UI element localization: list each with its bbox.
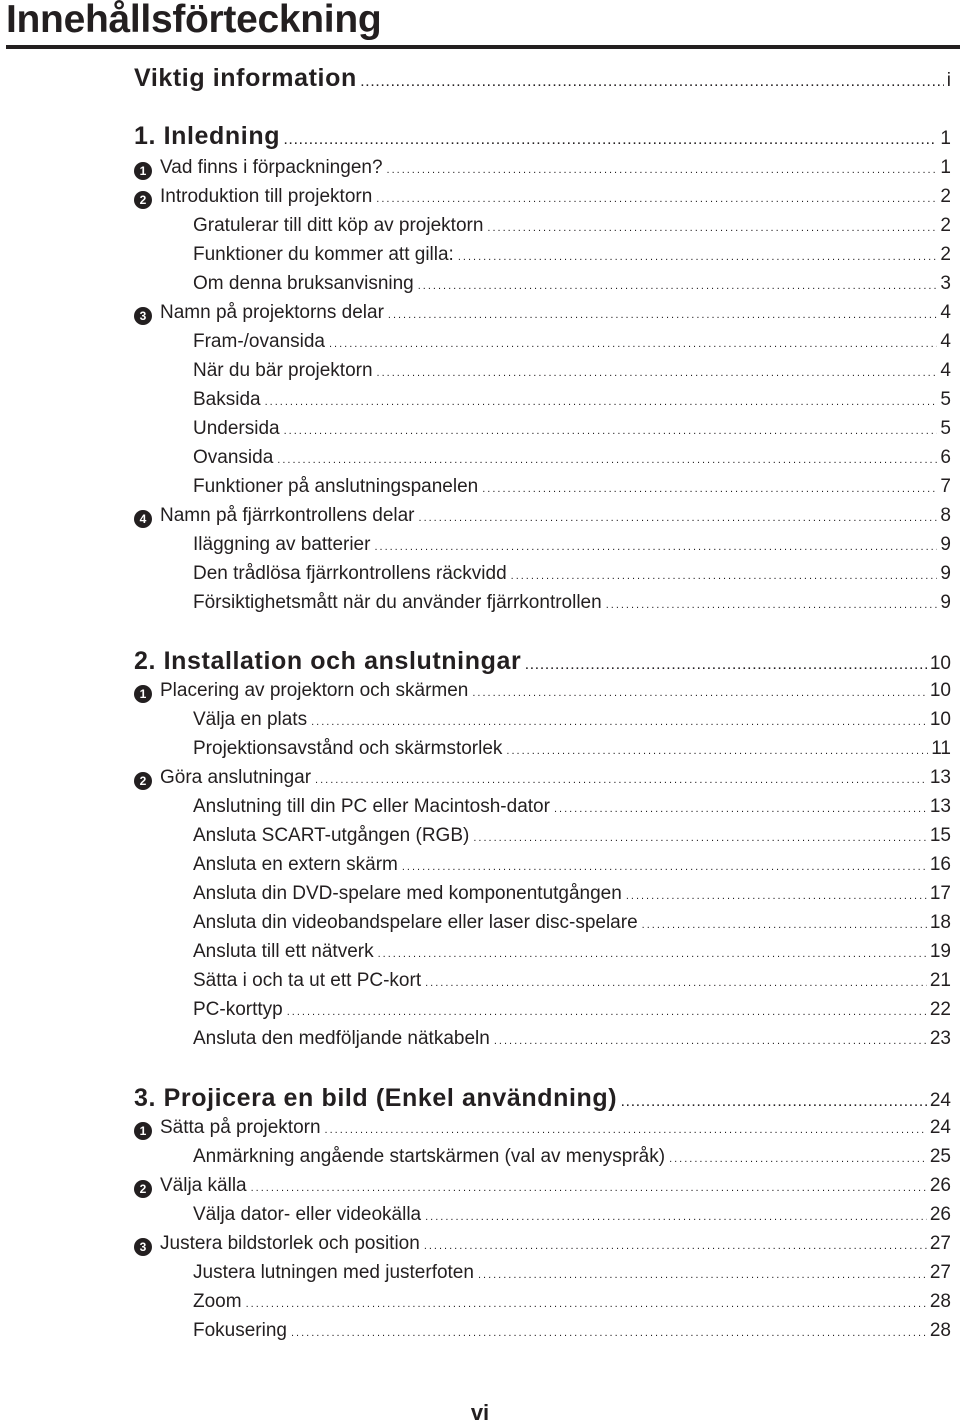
dot-leader — [402, 861, 927, 873]
toc-entry-page: 24 — [929, 1117, 951, 1138]
toc-subsection-entry[interactable] — [193, 1291, 951, 1313]
toc-entry-label: Välja dator- eller videokälla — [193, 1204, 422, 1225]
toc-entry-page: 9 — [940, 592, 951, 613]
toc-subsection-entry[interactable] — [193, 534, 951, 556]
dot-leader — [458, 251, 938, 263]
numbered-circle-icon: 2 — [134, 191, 152, 209]
toc-subsection-entry[interactable] — [193, 738, 951, 760]
toc-entry-label: Sätta på projektorn — [160, 1117, 321, 1138]
toc-entry-page: 13 — [929, 767, 951, 788]
toc-entry-page: 1 — [940, 128, 951, 149]
toc-entry-page: 10 — [929, 653, 951, 674]
dot-leader — [472, 687, 926, 699]
toc-subsection-entry[interactable] — [193, 825, 951, 847]
dot-leader — [361, 77, 944, 89]
dot-leader — [284, 135, 937, 147]
toc-section-entry[interactable] — [134, 1233, 951, 1255]
toc-subsection-entry[interactable] — [193, 215, 951, 237]
numbered-circle-icon: 2 — [134, 772, 152, 790]
dot-leader — [487, 222, 937, 234]
toc-entry-page: 7 — [940, 476, 951, 497]
toc-entry-label: Om denna bruksanvisning — [193, 273, 414, 294]
toc-entry-label: Den trådlösa fjärrkontrollens räckvidd — [193, 563, 507, 584]
toc-entry-label: Ansluta en extern skärm — [193, 854, 398, 875]
toc-section-entry[interactable] — [134, 186, 951, 208]
numbered-circle-icon: 1 — [134, 685, 152, 703]
toc-subsection-entry[interactable] — [193, 389, 951, 411]
numbered-circle-icon: 4 — [134, 510, 152, 528]
toc-entry-label: Välja en plats — [193, 709, 308, 730]
toc-entry-label: 1. Inledning — [134, 122, 281, 150]
toc-entry-page: 24 — [929, 1090, 951, 1111]
toc-subsection-entry[interactable] — [193, 970, 951, 992]
page-title: Innehållsförteckning — [6, 0, 382, 41]
toc-subsection-entry[interactable] — [193, 273, 951, 295]
toc-heading-viktig-information[interactable] — [134, 64, 951, 93]
dot-leader — [494, 1035, 927, 1047]
toc-subsection-entry[interactable] — [193, 941, 951, 963]
dot-leader — [251, 1182, 927, 1194]
toc-entry-label: Projektionsavstånd och skärmstorlek — [193, 738, 503, 759]
toc-entry-page: 10 — [929, 709, 951, 730]
toc-entry-page: i — [946, 70, 951, 91]
toc-entry-label: Ovansida — [193, 447, 274, 468]
toc-entry-page: 1 — [940, 157, 951, 178]
dot-leader — [511, 570, 938, 582]
toc-subsection-entry[interactable] — [193, 360, 951, 382]
toc-section-entry[interactable] — [134, 505, 951, 527]
toc-entry-page: 3 — [940, 273, 951, 294]
dot-leader — [377, 367, 938, 379]
dot-leader — [378, 948, 927, 960]
toc-entry-label: Vad finns i förpackningen? — [160, 157, 383, 178]
toc-entry-page: 15 — [929, 825, 951, 846]
toc-subsection-entry[interactable] — [193, 1146, 951, 1168]
toc-subsection-entry[interactable] — [193, 1320, 951, 1342]
toc-entry-label: När du bär projektorn — [193, 360, 373, 381]
dot-leader — [311, 716, 927, 728]
toc-entry-label: Namn på fjärrkontrollens delar — [160, 505, 415, 526]
numbered-circle-icon: 1 — [134, 162, 152, 180]
dot-leader — [388, 309, 938, 321]
dot-leader — [482, 483, 937, 495]
toc-subsection-entry[interactable] — [193, 476, 951, 498]
toc-entry-label: Justera bildstorlek och position — [160, 1233, 420, 1254]
toc-subsection-entry[interactable] — [193, 1262, 951, 1284]
dot-leader — [287, 1006, 927, 1018]
toc-entry-page: 4 — [940, 331, 951, 352]
dot-leader — [525, 660, 927, 672]
toc-section-entry[interactable] — [134, 157, 951, 179]
dot-leader — [425, 1211, 927, 1223]
dot-leader — [626, 890, 927, 902]
toc-entry-label: Undersida — [193, 418, 280, 439]
dot-leader — [424, 1240, 927, 1252]
toc-heading-chapter-3[interactable] — [134, 1084, 951, 1113]
toc-entry-page: 4 — [940, 360, 951, 381]
toc-subsection-entry[interactable] — [193, 1028, 951, 1050]
toc-entry-page: 5 — [940, 389, 951, 410]
toc-entry-page: 27 — [929, 1262, 951, 1283]
toc-subsection-entry[interactable] — [193, 418, 951, 440]
dot-leader — [642, 919, 927, 931]
toc-entry-page: 2 — [940, 215, 951, 236]
toc-subsection-entry[interactable] — [193, 912, 951, 934]
toc-subsection-entry[interactable] — [193, 244, 951, 266]
numbered-circle-icon: 1 — [134, 1122, 152, 1140]
toc-entry-label: Zoom — [193, 1291, 242, 1312]
toc-entry-page: 9 — [940, 534, 951, 555]
toc-entry-page: 16 — [929, 854, 951, 875]
dot-leader — [246, 1298, 927, 1310]
toc-section-entry[interactable] — [134, 767, 951, 789]
toc-entry-page: 26 — [929, 1175, 951, 1196]
toc-entry-label: Placering av projektorn och skärmen — [160, 680, 469, 701]
dot-leader — [473, 832, 927, 844]
toc-entry-page: 2 — [940, 244, 951, 265]
dot-leader — [418, 280, 938, 292]
toc-entry-page: 6 — [940, 447, 951, 468]
dot-leader — [419, 512, 938, 524]
toc-entry-label: 3. Projicera en bild (Enkel användning) — [134, 1084, 618, 1112]
toc-entry-label: Iläggning av batterier — [193, 534, 371, 555]
dot-leader — [284, 425, 938, 437]
toc-entry-label: Sätta i och ta ut ett PC-kort — [193, 970, 422, 991]
dot-leader — [425, 977, 927, 989]
toc-entry-page: 18 — [929, 912, 951, 933]
toc-entry-label: Justera lutningen med justerfoten — [193, 1262, 474, 1283]
toc-entry-page: 9 — [940, 563, 951, 584]
toc-entry-page: 11 — [931, 738, 951, 759]
toc-entry-label: Fram-/ovansida — [193, 331, 325, 352]
toc-entry-label: PC-korttyp — [193, 999, 283, 1020]
dot-leader — [621, 1097, 927, 1109]
dot-leader — [265, 396, 938, 408]
toc-entry-page: 21 — [929, 970, 951, 991]
page-number: vi — [470, 1400, 490, 1425]
toc-entry-label: Försiktighetsmått när du använder fjärrkontrollen — [193, 592, 602, 613]
toc-entry-label: 2. Installation och anslutningar — [134, 647, 522, 675]
toc-section-entry[interactable] — [134, 302, 951, 324]
dot-leader — [374, 541, 937, 553]
toc-entry-page: 22 — [929, 999, 951, 1020]
toc-heading-chapter-2[interactable] — [134, 647, 951, 676]
toc-heading-chapter-1[interactable] — [134, 122, 951, 151]
dot-leader — [277, 454, 937, 466]
toc-subsection-entry[interactable] — [193, 563, 951, 585]
toc-entry-label: Göra anslutningar — [160, 767, 312, 788]
dot-leader — [506, 745, 928, 757]
toc-entry-label: Anmärkning angående startskärmen (val av menyspråk) — [193, 1146, 666, 1167]
toc-section-entry[interactable] — [134, 1175, 951, 1197]
dot-leader — [291, 1327, 927, 1339]
toc-entry-page: 5 — [940, 418, 951, 439]
dot-leader — [669, 1153, 927, 1165]
toc-entry-label: Fokusering — [193, 1320, 287, 1341]
toc-entry-label: Anslutning till din PC eller Macintosh-dator — [193, 796, 550, 817]
toc-entry-label: Namn på projektorns delar — [160, 302, 384, 323]
toc-entry-label: Funktioner du kommer att gilla: — [193, 244, 454, 265]
toc-entry-page: 17 — [929, 883, 951, 904]
toc-entry-label: Viktig information — [134, 64, 357, 92]
dot-leader — [325, 1124, 927, 1136]
dot-leader — [329, 338, 937, 350]
toc-entry-page: 4 — [940, 302, 951, 323]
dot-leader — [315, 774, 927, 786]
toc-entry-page: 26 — [929, 1204, 951, 1225]
toc-entry-label: Ansluta till ett nätverk — [193, 941, 374, 962]
toc-subsection-entry[interactable] — [193, 592, 951, 614]
toc-entry-label: Ansluta den medföljande nätkabeln — [193, 1028, 490, 1049]
toc-subsection-entry[interactable] — [193, 1204, 951, 1226]
toc-entry-page: 23 — [929, 1028, 951, 1049]
toc-subsection-entry[interactable] — [193, 331, 951, 353]
numbered-circle-icon: 2 — [134, 1180, 152, 1198]
toc-subsection-entry[interactable] — [193, 999, 951, 1021]
toc-entry-label: Ansluta din videobandspelare eller laser disc-spelare — [193, 912, 638, 933]
toc-subsection-entry[interactable] — [193, 447, 951, 469]
dot-leader — [478, 1269, 927, 1281]
dot-leader — [387, 164, 938, 176]
toc-entry-page: 28 — [929, 1291, 951, 1312]
toc-section-entry[interactable] — [134, 680, 951, 702]
toc-entry-label: Introduktion till projektorn — [160, 186, 373, 207]
toc-entry-page: 27 — [929, 1233, 951, 1254]
toc-entry-page: 8 — [940, 505, 951, 526]
toc-entry-label: Baksida — [193, 389, 261, 410]
toc-entry-label: Gratulerar till ditt köp av projektorn — [193, 215, 484, 236]
dot-leader — [376, 193, 937, 205]
numbered-circle-icon: 3 — [134, 1238, 152, 1256]
toc-subsection-entry[interactable] — [193, 709, 951, 731]
toc-entry-page: 13 — [929, 796, 951, 817]
toc-subsection-entry[interactable] — [193, 796, 951, 818]
toc-entry-page: 10 — [929, 680, 951, 701]
toc-entry-label: Välja källa — [160, 1175, 247, 1196]
toc-entry-label: Funktioner på anslutningspanelen — [193, 476, 479, 497]
toc-entry-page: 19 — [929, 941, 951, 962]
toc-subsection-entry[interactable] — [193, 854, 951, 876]
toc-entry-label: Ansluta din DVD-spelare med komponentutgången — [193, 883, 622, 904]
toc-entry-label: Ansluta SCART-utgången (RGB) — [193, 825, 470, 846]
toc-subsection-entry[interactable] — [193, 883, 951, 905]
toc-entry-page: 28 — [929, 1320, 951, 1341]
toc-entry-page: 25 — [929, 1146, 951, 1167]
toc-entry-page: 2 — [940, 186, 951, 207]
dot-leader — [554, 803, 927, 815]
numbered-circle-icon: 3 — [134, 307, 152, 325]
dot-leader — [606, 599, 938, 611]
toc-section-entry[interactable] — [134, 1117, 951, 1139]
